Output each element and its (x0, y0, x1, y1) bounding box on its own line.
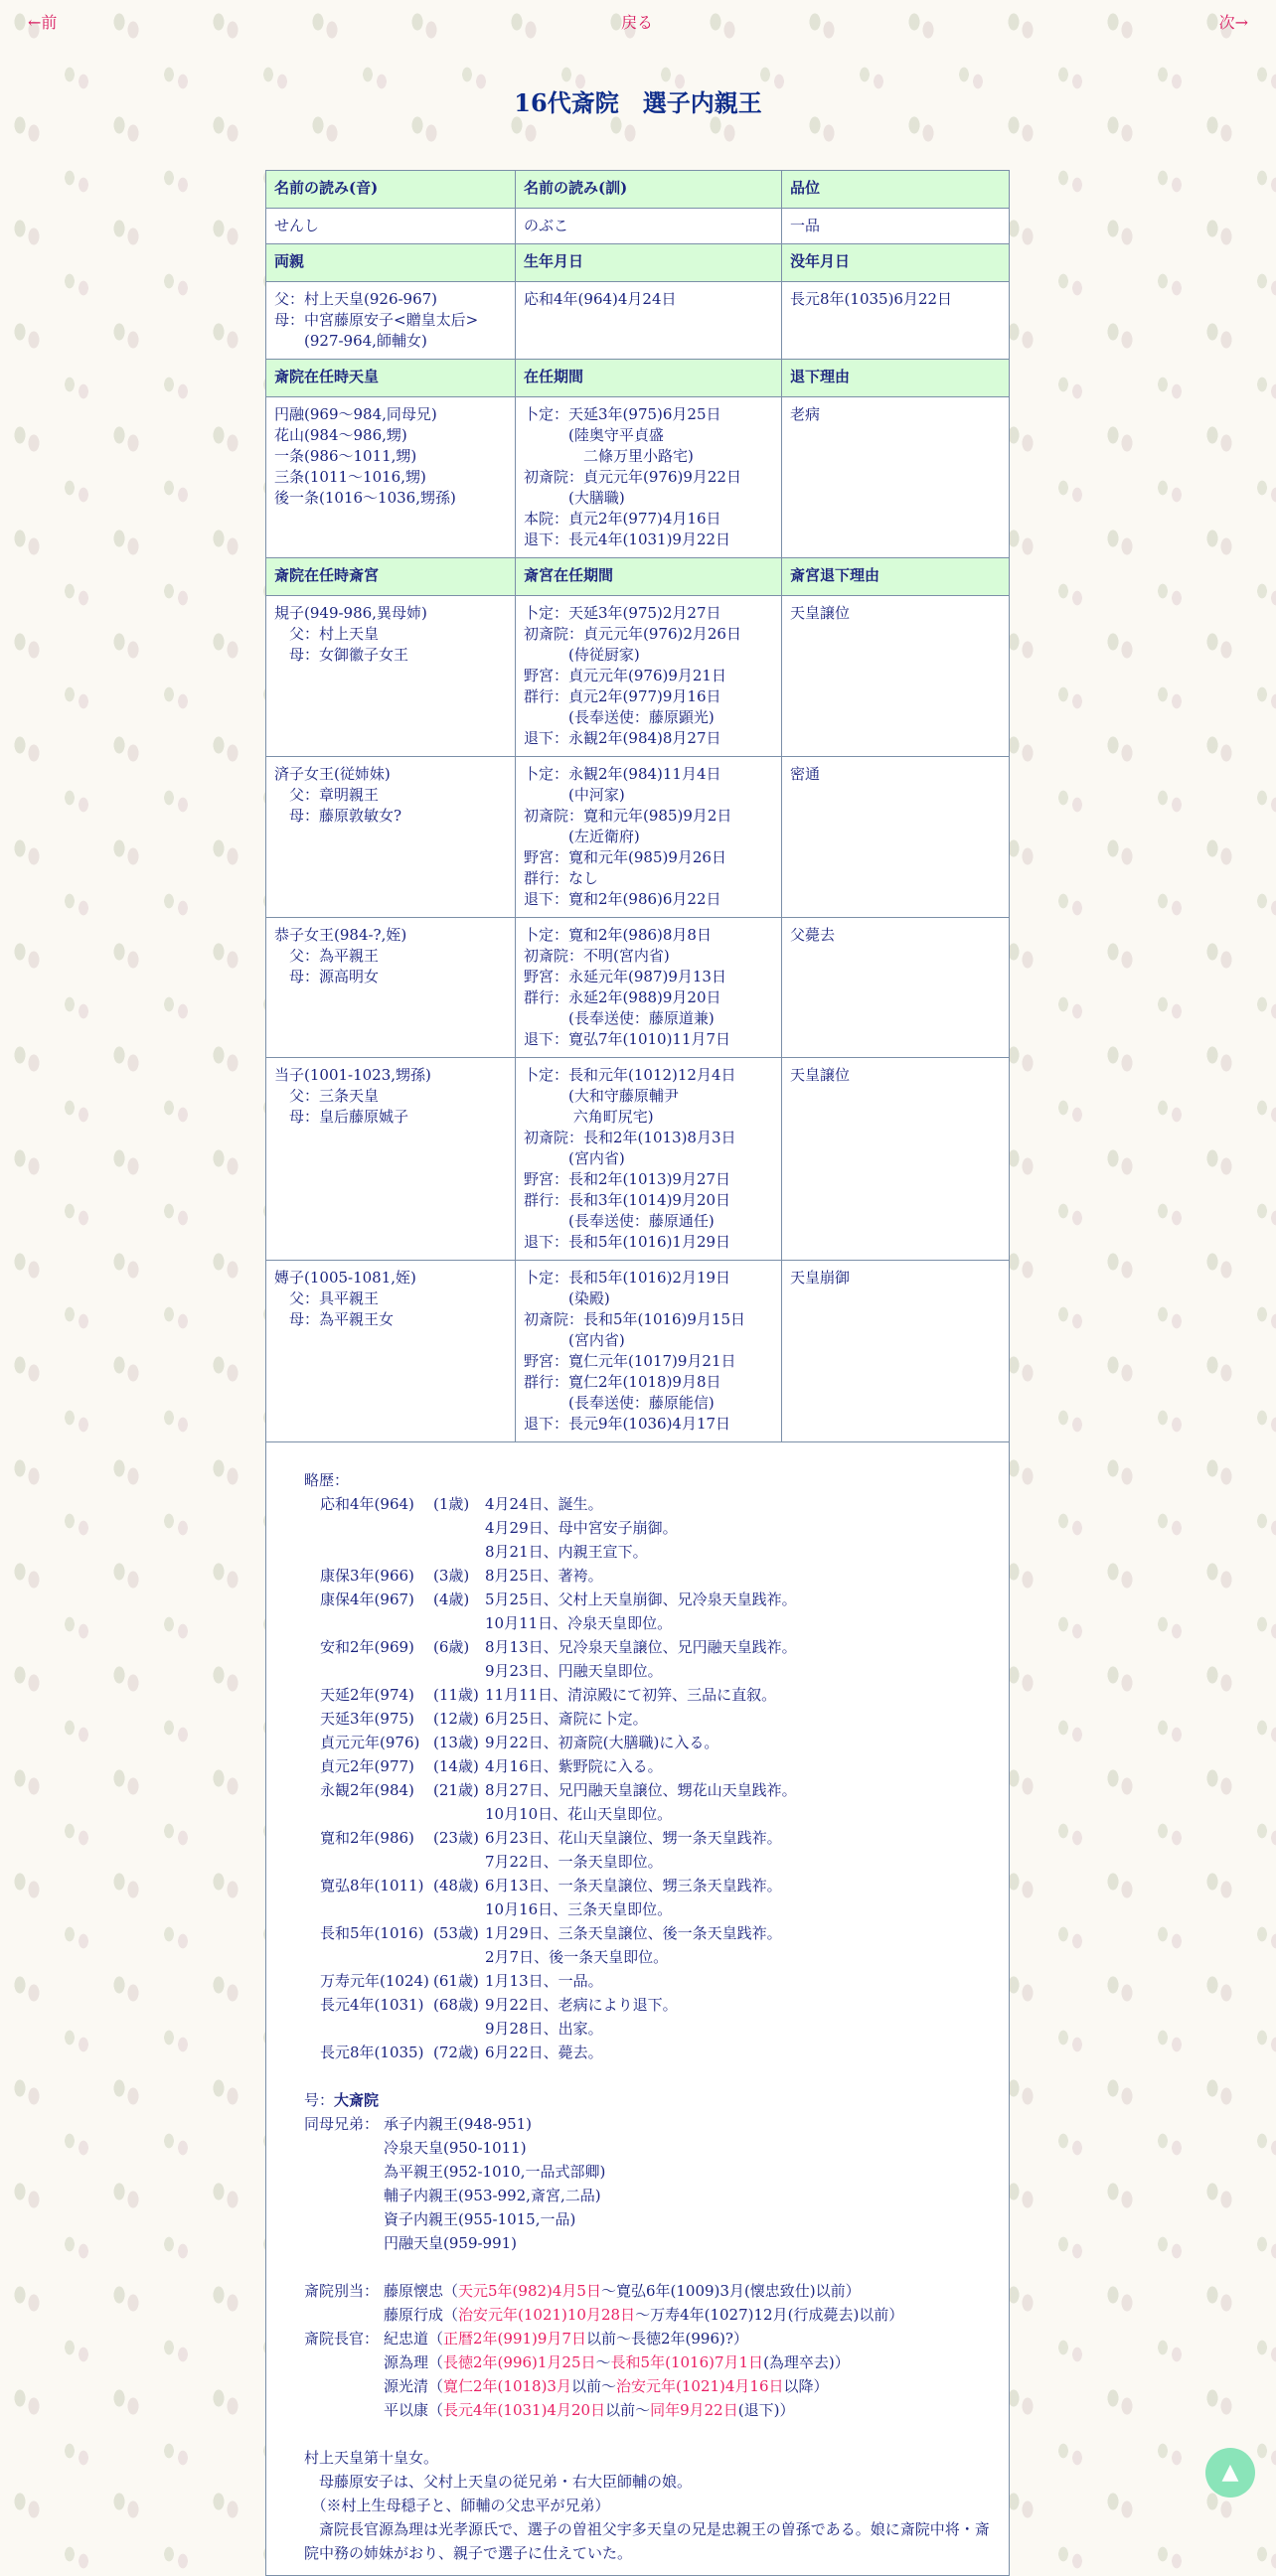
timeline-age: (1歳) (433, 1495, 470, 1513)
timeline-event: 9月22日、老病により退下。 (485, 1996, 678, 2014)
timeline-era: 安和2年(969) (320, 1638, 414, 1656)
timeline-event: 2月7日、後一条天皇即位。 (485, 1948, 669, 1966)
timeline-age (433, 1516, 485, 1540)
biography-heading: 略歴： (304, 1471, 350, 1489)
timeline-event: 8月25日、著袴。 (485, 1567, 603, 1585)
timeline-age (433, 1945, 485, 1969)
rank: 一品 (782, 209, 1010, 244)
official-item (384, 2327, 999, 2350)
timeline-era (320, 1802, 433, 1826)
header-cell: 斎宮在任期間 (516, 558, 782, 596)
timeline-event: 9月22日、初斎院(大膳職)に入る。 (485, 1734, 719, 1751)
timeline-era: 貞元2年(977) (320, 1757, 414, 1775)
saigu-period: 卜定：長和5年(1016)2月19日 (染殿) 初斎院：長和5年(1016)9月15日 (宮内省) 野宮：寛仁元年(1017)9月21日 群行：寛仁2年(1018)9月8日 (長奉送使：藤原能信) 退下：長元9年(1036)4月17日 (516, 1261, 782, 1442)
timeline-row (320, 1850, 999, 1874)
timeline-era: 長元8年(1035) (320, 2044, 424, 2061)
sibling-item: 資子内親王(955-1015,一品) (384, 2210, 576, 2228)
header-row (266, 171, 1010, 209)
back-link[interactable]: 戻る (621, 13, 654, 32)
siblings-list (384, 2112, 999, 2255)
timeline-era: 康保3年(966) (320, 1567, 414, 1585)
timeline-age (433, 1802, 485, 1826)
timeline-era (320, 1850, 433, 1874)
timeline-era: 応和4年(964) (320, 1495, 414, 1513)
timeline-era (320, 1516, 433, 1540)
timeline-era: 康保4年(967) (320, 1591, 414, 1608)
timeline-age (433, 1540, 485, 1564)
timeline-event: 9月23日、円融天皇即位。 (485, 1662, 663, 1680)
timeline-row (320, 1778, 999, 1802)
timeline-event: 4月29日、母中宮安子崩御。 (485, 1519, 678, 1537)
note-line: 村上天皇第十皇女。 (304, 2449, 439, 2467)
timeline-era: 万寿元年(1024) (320, 1972, 429, 1990)
betto-label: 斎院別当： (304, 2282, 380, 2300)
retirement-reason: 老病 (782, 397, 1010, 558)
emperors-during-tenure: 円融(969～984,同母兄) 花山(984～986,甥) 一条(986～1011,甥) 三条(1011～1016,甥) 後一条(1016～1036,甥孫) (266, 397, 516, 558)
saigu-name: 当子(1001-1023,甥孫) 父：三条天皇 母：皇后藤原娍子 (266, 1058, 516, 1261)
header-row (266, 360, 1010, 397)
scroll-to-top-button[interactable]: ▲ (1205, 2448, 1255, 2498)
official-item (384, 2303, 999, 2327)
official-item (384, 2398, 999, 2422)
official-name: 源為理（ (384, 2353, 444, 2371)
header-cell: 名前の読み(音) (266, 171, 516, 209)
timeline-event: 8月13日、兄冷泉天皇譲位、兄円融天皇践祚。 (485, 1638, 797, 1656)
official-date: 同年9月22日 (650, 2401, 738, 2419)
birth-date: 応和4年(964)4月24日 (516, 282, 782, 360)
timeline-age: (61歳) (433, 1972, 479, 1990)
timeline-row (320, 1588, 999, 1611)
official-text: (退下)） (737, 2401, 795, 2419)
header-cell: 斎院在任時斎宮 (266, 558, 516, 596)
timeline-age: (72歳) (433, 2044, 479, 2061)
timeline-age: (21歳) (433, 1781, 479, 1799)
timeline-event: 4月16日、紫野院に入る。 (485, 1757, 663, 1775)
timeline-age: (14歳) (433, 1757, 479, 1775)
page-title: 16代斎院 選子内親王 (514, 88, 762, 117)
sibling-item: 円融天皇(959-991) (384, 2234, 518, 2252)
official-name: 紀忠道（ (384, 2330, 444, 2348)
header-cell: 斎宮退下理由 (782, 558, 1010, 596)
timeline-row (320, 1754, 999, 1778)
official-date: 長和5年(1016)7月1日 (610, 2353, 764, 2371)
betto-block (304, 2279, 999, 2327)
timeline-row (320, 1516, 999, 1540)
timeline-age: (11歳) (433, 1686, 479, 1704)
timeline-age: (68歳) (433, 1996, 479, 2014)
sibling-item: 承子内親王(948-951) (384, 2115, 533, 2133)
timeline-event: 10月10日、花山天皇即位。 (485, 1805, 673, 1823)
timeline-era (320, 2017, 433, 2041)
header-cell: 生年月日 (516, 244, 782, 282)
table-row (266, 282, 1010, 360)
official-name: 藤原行成（ (384, 2306, 459, 2324)
timeline-age: (6歳) (433, 1638, 470, 1656)
header-cell: 名前の読み(訓) (516, 171, 782, 209)
siblings-block (304, 2112, 999, 2255)
official-item (384, 2279, 999, 2303)
saigu-row (266, 1058, 1010, 1261)
biography-timeline (304, 1492, 999, 2064)
timeline-event: 5月25日、父村上天皇崩御、兄冷泉天皇践祚。 (485, 1591, 797, 1608)
official-item (384, 2350, 999, 2374)
timeline-age: (48歳) (433, 1877, 479, 1894)
official-date: 正暦2年(991)9月7日 (443, 2330, 586, 2348)
header-cell: 退下理由 (782, 360, 1010, 397)
official-name: 平以康（ (384, 2401, 444, 2419)
header-cell: 斎院在任時天皇 (266, 360, 516, 397)
timeline-event: 10月16日、三条天皇即位。 (485, 1900, 673, 1918)
official-text: 以前～ (570, 2377, 616, 2395)
note-line: （※村上生母穏子と、師輔の父忠平が兄弟） (304, 2497, 610, 2514)
go-label: 号： (304, 2091, 335, 2109)
timeline-row (320, 1731, 999, 1754)
reading-kun: のぶこ (516, 209, 782, 244)
note-line: 斎院長官源為理は光孝源氏で、選子の曽祖父宇多天皇の兄是忠親王の曽孫である。娘に斎院中将・斎院中務の姉妹がおり、親子で選子に仕えていた。 (304, 2520, 990, 2562)
chokan-block (304, 2327, 999, 2422)
timeline-event: 8月27日、兄円融天皇譲位、甥花山天皇践祚。 (485, 1781, 797, 1799)
siblings-label: 同母兄弟： (304, 2115, 380, 2133)
official-date: 天元5年(982)4月5日 (458, 2282, 601, 2300)
saigu-reason: 天皇譲位 (782, 1058, 1010, 1261)
official-date: 長徳2年(996)1月25日 (443, 2353, 596, 2371)
profile-table (265, 170, 1010, 2576)
official-name: 源光清（ (384, 2377, 444, 2395)
prev-link[interactable]: ←前 (28, 13, 58, 32)
timeline-era: 永観2年(984) (320, 1781, 414, 1799)
timeline-age: (4歳) (433, 1591, 470, 1608)
official-text: ～寛弘6年(1009)3月(懐忠致仕)以前） (600, 2282, 861, 2300)
timeline-age: (53歳) (433, 1924, 479, 1942)
timeline-event: 8月21日、内親王宣下。 (485, 1543, 648, 1561)
timeline-event: 6月22日、薨去。 (485, 2044, 603, 2061)
timeline-row (320, 1993, 999, 2017)
timeline-age: (12歳) (433, 1710, 479, 1728)
sibling-item: 為平親王(952-1010,一品式部卿) (384, 2163, 606, 2181)
timeline-row (320, 1897, 999, 1921)
official-text: 以前～ (605, 2401, 651, 2419)
reading-on: せんし (266, 209, 516, 244)
saigu-period: 卜定：永観2年(984)11月4日 (中河家) 初斎院：寛和元年(985)9月2日 (左近衛府) 野宮：寛和元年(985)9月26日 群行：なし 退下：寛和2年(986)6月22日 (516, 757, 782, 918)
timeline-era: 寛和2年(986) (320, 1829, 414, 1847)
timeline-era: 長元4年(1031) (320, 1996, 424, 2014)
official-name: 藤原懐忠（ (384, 2282, 459, 2300)
header-cell: 没年月日 (782, 244, 1010, 282)
death-date: 長元8年(1035)6月22日 (782, 282, 1010, 360)
saigu-reason: 密通 (782, 757, 1010, 918)
timeline-row (320, 1635, 999, 1659)
timeline-event: 7月22日、一条天皇即位。 (485, 1853, 663, 1871)
saigu-row (266, 757, 1010, 918)
next-link[interactable]: 次→ (1218, 13, 1248, 32)
chokan-label: 斎院長官： (304, 2330, 380, 2348)
timeline-age (433, 1611, 485, 1635)
sibling-item: 輔子内親王(953-992,斎宮,二品) (384, 2187, 601, 2204)
saigu-reason: 天皇譲位 (782, 596, 1010, 757)
sibling-item: 冷泉天皇(950-1011) (384, 2139, 527, 2157)
timeline-era: 天延3年(975) (320, 1710, 414, 1728)
go-value: 大斎院 (334, 2091, 380, 2109)
chokan-list (384, 2327, 999, 2422)
table-row (266, 209, 1010, 244)
saigu-name: 恭子女王(984-?,姪) 父：為平親王 母：源高明女 (266, 918, 516, 1058)
timeline-row (320, 1611, 999, 1635)
timeline-event: 6月23日、花山天皇譲位、甥一条天皇践祚。 (485, 1829, 782, 1847)
saigu-row (266, 918, 1010, 1058)
official-date: 治安元年(1021)4月16日 (616, 2377, 784, 2395)
timeline-era (320, 1611, 433, 1635)
timeline-row (320, 1707, 999, 1731)
tenure-period: 卜定：天延3年(975)6月25日 (陸奥守平貞盛 二條万里小路宅) 初斎院：貞元元年(976)9月22日 (大膳職) 本院：貞元2年(977)4月16日 退下：長元4年(1031)9月22日 (516, 397, 782, 558)
timeline-event: 4月24日、誕生。 (485, 1495, 603, 1513)
betto-list (384, 2279, 999, 2327)
timeline-age (433, 1659, 485, 1683)
saigu-reason: 父薨去 (782, 918, 1010, 1058)
timeline-age (433, 1897, 485, 1921)
timeline-age (433, 2017, 485, 2041)
official-item (384, 2374, 999, 2398)
timeline-event: 10月11日、冷泉天皇即位。 (485, 1614, 673, 1632)
timeline-row (320, 1802, 999, 1826)
timeline-age: (3歳) (433, 1567, 470, 1585)
timeline-event: 1月13日、一品。 (485, 1972, 603, 1990)
notes (304, 2446, 999, 2565)
timeline-age: (13歳) (433, 1734, 479, 1751)
title-line (304, 2088, 999, 2112)
timeline-row (320, 1683, 999, 1707)
timeline-event: 6月13日、一条天皇譲位、甥三条天皇践祚。 (485, 1877, 782, 1894)
official-date: 治安元年(1021)10月28日 (458, 2306, 636, 2324)
timeline-row (320, 1969, 999, 1993)
timeline-row (320, 1826, 999, 1850)
timeline-row (320, 1921, 999, 1945)
timeline-row (320, 1564, 999, 1588)
timeline-era: 長和5年(1016) (320, 1924, 424, 1942)
timeline-event: 9月28日、出家。 (485, 2020, 603, 2038)
timeline-row (320, 1659, 999, 1683)
timeline-age (433, 1850, 485, 1874)
timeline-era: 貞元元年(976) (320, 1734, 420, 1751)
header-cell: 在任期間 (516, 360, 782, 397)
saigu-name: 規子(949-986,異母姉) 父：村上天皇 母：女御徽子女王 (266, 596, 516, 757)
timeline-row (320, 2041, 999, 2064)
timeline-era: 天延2年(974) (320, 1686, 414, 1704)
saigu-row (266, 1261, 1010, 1442)
official-date: 長元4年(1031)4月20日 (443, 2401, 606, 2419)
top-navigation (0, 10, 1276, 34)
timeline-event: 6月25日、斎院に卜定。 (485, 1710, 648, 1728)
saigu-row (266, 596, 1010, 757)
saigu-period: 卜定：長和元年(1012)12月4日 (大和守藤原輔尹 六角町尻宅) 初斎院：長和2年(1013)8月3日 (宮内省) 野宮：長和2年(1013)9月27日 群行：長和3年(1014)9月20日 (長奉送使：藤原通任) 退下：長和5年(1016)1月29日 (516, 1058, 782, 1261)
timeline-event: 11月11日、清涼殿にて初笄、三品に直叙。 (485, 1686, 777, 1704)
timeline-row (320, 1492, 999, 1516)
timeline-row (320, 2017, 999, 2041)
biography (266, 1442, 1010, 2576)
timeline-era (320, 1897, 433, 1921)
header-cell: 両親 (266, 244, 516, 282)
timeline-era (320, 1945, 433, 1969)
header-row (266, 244, 1010, 282)
official-date: 寛仁2年(1018)3月 (443, 2377, 571, 2395)
official-text: ～ (595, 2353, 611, 2371)
saigu-period: 卜定：寛和2年(986)8月8日 初斎院：不明(宮内省) 野宮：永延元年(987)9月13日 群行：永延2年(988)9月20日 (長奉送使：藤原道兼) 退下：寛弘7年(1010)11月7日 (516, 918, 782, 1058)
biography-row (266, 1442, 1010, 2576)
timeline-era (320, 1540, 433, 1564)
timeline-age: (23歳) (433, 1829, 479, 1847)
timeline-row (320, 1945, 999, 1969)
timeline-row (320, 1540, 999, 1564)
official-text: ～万寿4年(1027)12月(行成薨去)以前） (635, 2306, 904, 2324)
saigu-name: 嫥子(1005-1081,姪) 父：具平親王 母：為平親王女 (266, 1261, 516, 1442)
timeline-era (320, 1659, 433, 1683)
saigu-period: 卜定：天延3年(975)2月27日 初斎院：貞元元年(976)2月26日 (侍従厨家) 野宮：貞元元年(976)9月21日 群行：貞元2年(977)9月16日 (長奉送使：藤原顕光) 退下：永観2年(984)8月27日 (516, 596, 782, 757)
official-text: (為理卒去)） (763, 2353, 850, 2371)
saigu-name: 済子女王(従姉妹) 父：章明親王 母：藤原敦敏女? (266, 757, 516, 918)
note-line: 母藤原安子は、父村上天皇の従兄弟・右大臣師輔の娘。 (304, 2473, 693, 2491)
official-text: 以前～長徳2年(996)?） (585, 2330, 748, 2348)
header-cell: 品位 (782, 171, 1010, 209)
timeline-event: 1月29日、三条天皇譲位、後一条天皇践祚。 (485, 1924, 782, 1942)
table-row (266, 397, 1010, 558)
parents: 父：村上天皇(926-967) 母：中宮藤原安子<贈皇太后> (927-964,師輔女) (266, 282, 516, 360)
timeline-row (320, 1874, 999, 1897)
header-row (266, 558, 1010, 596)
timeline-era: 寛弘8年(1011) (320, 1877, 424, 1894)
official-text: 以降） (783, 2377, 829, 2395)
saigu-reason: 天皇崩御 (782, 1261, 1010, 1442)
